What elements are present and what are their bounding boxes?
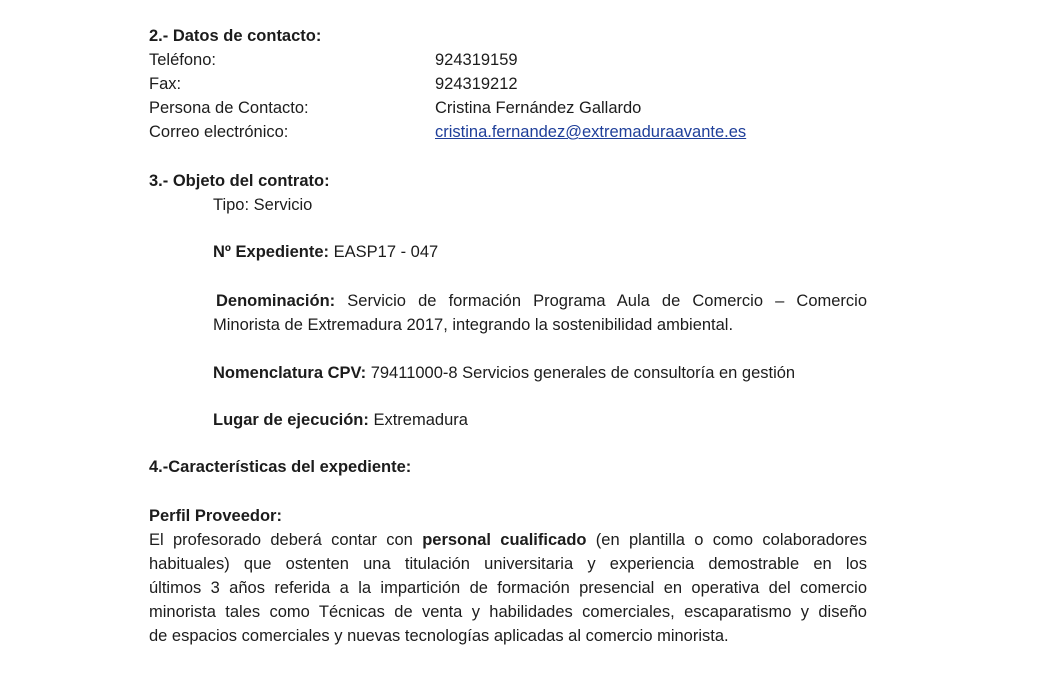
- expediente-value: EASP17 - 047: [329, 243, 439, 261]
- perfil-para-line-1: [149, 531, 867, 550]
- phone-label: Teléfono:: [149, 51, 216, 69]
- email-label: Correo electrónico:: [149, 123, 289, 141]
- expediente-line: [213, 243, 438, 262]
- perfil-para-line-3: últimos 3 años referida a la impartición de formación presencial en operativa del comercio: [149, 579, 867, 597]
- cpv-label: Nomenclatura CPV:: [213, 364, 367, 382]
- perfil-para-1c: (en plantilla o como colaboradores: [586, 531, 867, 549]
- phone-value: 924319159: [435, 51, 518, 69]
- section-3-heading: 3.- Objeto del contrato:: [149, 172, 330, 190]
- section-2-heading: 2.- Datos de contacto:: [149, 27, 322, 45]
- tipo-line: [213, 196, 312, 215]
- contact-person-value: Cristina Fernández Gallardo: [435, 99, 642, 117]
- perfil-para-line-2: habituales) que ostenten una titulación universitaria y experiencia demostrable en los: [149, 555, 867, 573]
- fax-value: 924319212: [435, 75, 518, 93]
- lugar-line: [213, 411, 468, 430]
- cpv-line: [213, 364, 795, 383]
- perfil-para-line-4: minorista tales como Técnicas de venta y habilidades comerciales, escaparatismo y diseño: [149, 603, 867, 621]
- email-link[interactable]: cristina.fernandez@extremaduraavante.es: [435, 123, 747, 141]
- denominacion-line-1: [216, 292, 867, 311]
- lugar-label: Lugar de ejecución:: [213, 411, 369, 429]
- cpv-value: 79411000-8 Servicios generales de consultoría en gestión: [366, 364, 796, 382]
- denominacion-text-1: Servicio de formación Programa Aula de Comercio – Comercio: [335, 292, 867, 310]
- section-4-heading: 4.-Características del expediente:: [149, 458, 412, 476]
- contact-person-label: Persona de Contacto:: [149, 99, 309, 117]
- perfil-para-line-5: de espacios comerciales y nuevas tecnologías aplicadas al comercio minorista.: [149, 627, 729, 645]
- personal-cualificado: personal cualificado: [422, 531, 587, 549]
- denominacion-text-2: Minorista de Extremadura 2017, integrando la sostenibilidad ambiental.: [213, 316, 734, 334]
- lugar-value: Extremadura: [368, 411, 468, 429]
- perfil-para-1a: El profesorado deberá contar con: [149, 531, 423, 549]
- denominacion-label: Denominación:: [216, 292, 336, 310]
- tipo-label: Tipo:: [213, 196, 250, 214]
- tipo-value: Servicio: [249, 196, 313, 214]
- perfil-proveedor-heading: Perfil Proveedor:: [149, 507, 282, 525]
- fax-label: Fax:: [149, 75, 182, 93]
- expediente-label: Nº Expediente:: [213, 243, 330, 261]
